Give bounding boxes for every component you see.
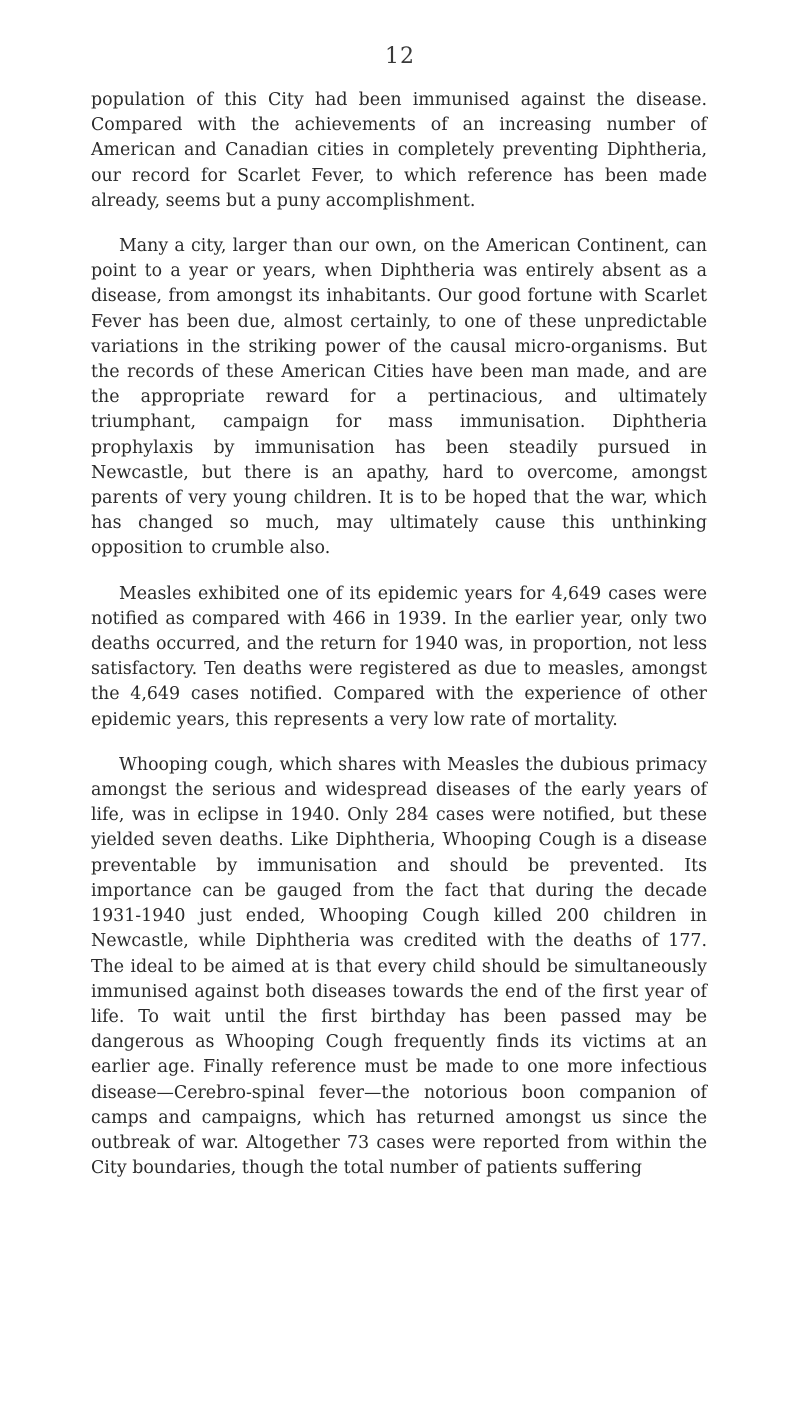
paragraph-2: Many a city, larger than our own, on the American Continent, can point to a year or years, when Diphtheria was entirely absent as a disease, from amongst its inhabitants. Our good fortune with Scarlet Fever has been due, almost certainly, to one of these unpredictable variations in the striking power of the causal micro-organisms. But the records of these American Cities have been man made, and are the appropriate reward for a pertinacious, and ultimately triumphant, campaign for mass immunisation. Diphtheria prophylaxis by immunisation has been steadily pursued in Newcastle, but there is an apathy, hard to overcome, amongst parents of very young children. It is to be hoped that the war, which has changed so much, may ultimately cause this unthinking opposition to crumble also. (91, 236, 707, 559)
paragraph-3: Measles exhibited one of its epidemic years for 4,649 cases were notified as compared with 466 in 1939. In the earlier year, only two deaths occurred, and the return for 1940 was, in proportion, not less satisfactory. Ten deaths were registered as due to measles, amongst the 4,649 cases notified. Compared with the experience of other epidemic years, this represents a very low rate of mortality. (91, 583, 707, 730)
body-text (91, 88, 707, 1201)
paragraph-1: population of this City had been immunised against the disease. Compared with the achievements of an increasing number of American and Canadian cities in completely preventing Diphtheria, our record for Scarlet Fever, to which reference has been made already, seems but a puny accomplishment. (91, 90, 707, 211)
paragraph-4: Whooping cough, which shares with Measles the dubious primacy amongst the serious and widespread diseases of the early years of life, was in eclipse in 1940. Only 284 cases were notified, but these yielded seven deaths. Like Diphtheria, Whooping Cough is a disease preventable by immunisation and should be prevented. Its importance can be gauged from the fact that during the decade 1931-1940 just ended, Whooping Cough killed 200 children in Newcastle, while Diphtheria was credited with the deaths of 177. The ideal to be aimed at is that every child should be simultaneously immunised against both diseases towards the end of the first year of life. To wait until the first birthday has been passed may be dangerous as Whooping Cough frequently finds its victims at an earlier age. Finally reference must be made to one more infectious disease—Cerebro-spinal fever—the notorious boon companion of camps and campaigns, which has returned amongst us since the outbreak of war. Altogether 73 cases were reported from within the City boundaries, though the total number of patients suffering (91, 754, 707, 1179)
page-number: 12 (385, 44, 415, 69)
